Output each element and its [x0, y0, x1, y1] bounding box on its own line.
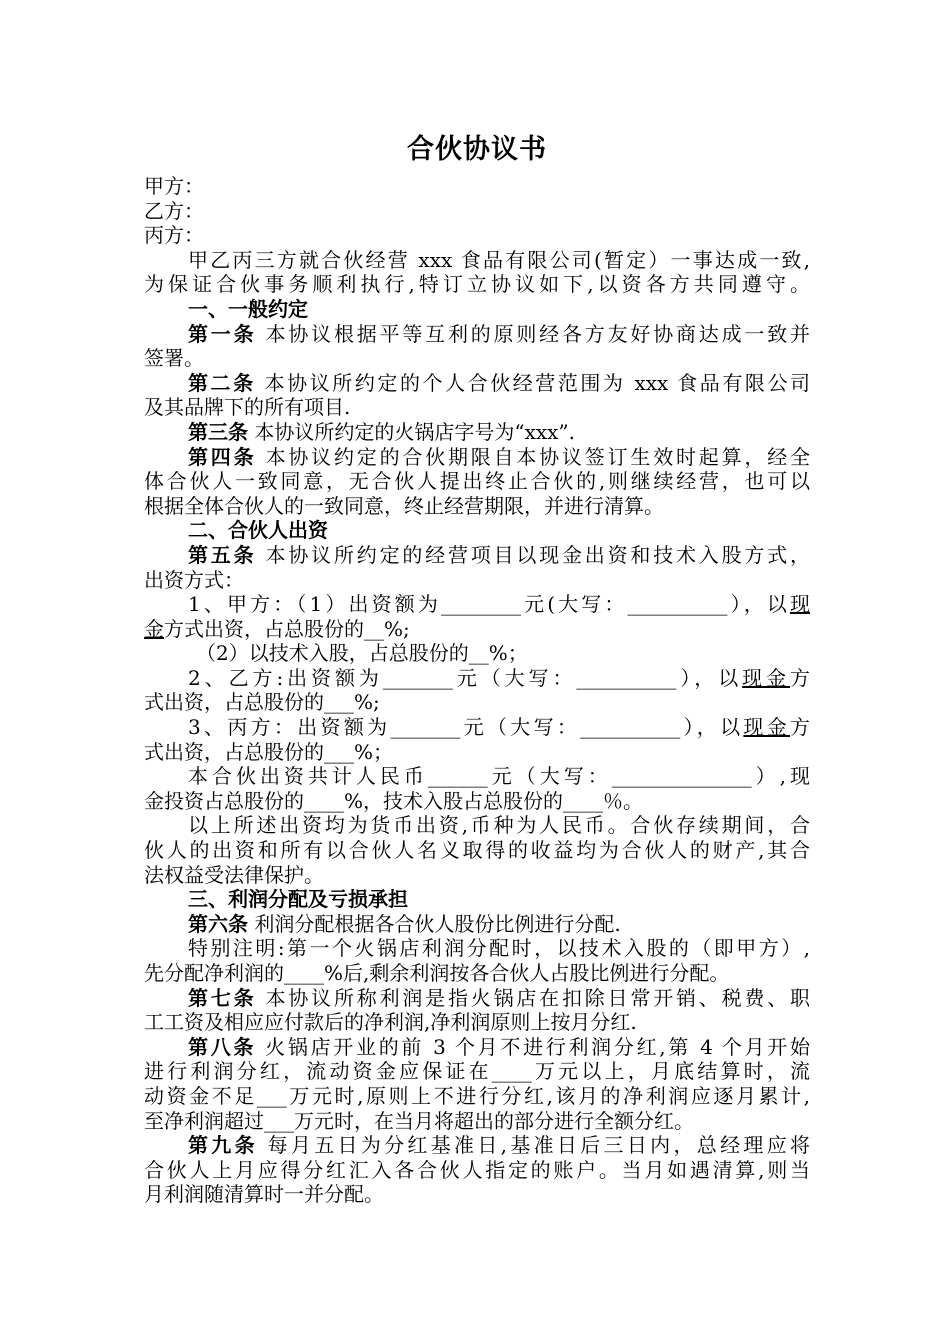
- article-text: 本协议所约定的火锅店字号为“xxx”.: [248, 419, 576, 444]
- special-note: 特别注明:第一个火锅店利润分配时，以技术入股的（即甲方）,: [188, 936, 810, 961]
- article-text: 火锅店开业的前 3 个月不进行利润分红,第 4 个月开始: [256, 1034, 810, 1059]
- contribution-text: 3、丙方：出资额为_______元（大写：__________），以: [188, 715, 744, 740]
- special-note-cont: 先分配净利润的____%后,剩余利润按各合伙人占股比例进行分配。: [144, 961, 730, 985]
- article-label: 第九条: [188, 1133, 258, 1158]
- article-2: [144, 371, 810, 396]
- article-text: 每月五日为分红基准日,基准日后三日内，总经理应将: [257, 1133, 810, 1158]
- article-4-cont: 根据全体合伙人的一致同意，终止经营期限，并进行清算。: [144, 493, 664, 518]
- document-title: 合伙协议书: [407, 134, 547, 165]
- article-5: [144, 543, 810, 568]
- article-label: 第三条: [188, 419, 248, 444]
- contribution-party-c: [144, 715, 810, 740]
- article-6: [144, 912, 810, 937]
- total-contribution: 本合伙出资共计人民币______元（大写：______________）,现: [188, 764, 810, 789]
- article-text: 本协议根据平等互利的原则经各方友好协商达成一致并: [256, 321, 810, 346]
- article-label: 第八条: [188, 1034, 257, 1059]
- article-1: [144, 322, 810, 347]
- article-3: [144, 420, 810, 445]
- article-text: 本协议约定的合伙期限自本协议签订生效时起算，经全: [256, 444, 810, 469]
- party-c-line: 丙方：: [144, 223, 204, 248]
- article-8-cont: 进行利润分红，流动资金应保证在____万元以上，月底结算时，流: [144, 1059, 810, 1084]
- underlined-text: 现金: [742, 665, 791, 690]
- document-body: [144, 174, 810, 1207]
- currency-clause: 以上所述出资均为货币出资,币种为人民币。合伙存续期间，合: [188, 813, 810, 838]
- contribution-text: 方: [790, 665, 810, 690]
- article-5-cont: 出资方式：: [144, 567, 244, 592]
- article-9-cont: 合伙人上月应得分红汇入各合伙人指定的账户。当月如遇清算,则当: [144, 1157, 810, 1182]
- contribution-party-a-tech: （2）以技术入股，占总股份的__%；: [196, 641, 528, 666]
- article-label: 第七条: [188, 985, 257, 1010]
- article-7: [144, 986, 810, 1011]
- article-9: [144, 1133, 810, 1158]
- article-4-cont: 体合伙人一致同意，无合伙人提出终止合伙的,则继续经营，也可以: [144, 469, 810, 494]
- article-label: 第六条: [188, 911, 248, 936]
- article-text: 本协议所约定的个人合伙经营范围为 xxx 食品有限公司: [255, 370, 810, 395]
- contribution-party-c-cont: 式出资，占总股份的___%；: [144, 739, 394, 764]
- article-text: 利润分配根据各合伙人股份比例进行分配.: [248, 911, 621, 936]
- contribution-text: 1、甲方：（1）出资额为________元(大写：__________），以: [188, 592, 790, 617]
- contribution-text: 2、乙方:出资额为_______元（大写：__________），以: [188, 665, 743, 690]
- article-label: 第二条: [188, 370, 256, 395]
- article-4: [144, 445, 810, 470]
- article-8-cont: 动资金不足___万元时,原则上不进行分红,该月的净利润应逐月累计,: [144, 1083, 810, 1108]
- article-7-cont: 工工资及相应应付款后的净利润,净利润原则上按月分红.: [144, 1010, 637, 1035]
- contribution-text: 方式出资，占总股份的__%;: [164, 616, 410, 641]
- article-2-cont: 及其品牌下的所有项目.: [144, 395, 351, 420]
- party-b-line: 乙方：: [144, 198, 204, 223]
- article-text: 本协议所约定的经营项目以现金出资和技术入股方式，: [256, 542, 810, 567]
- article-label: 第四条: [188, 444, 257, 469]
- document-page: [144, 128, 810, 1207]
- section-heading-profit: 三、利润分配及亏损承担: [188, 887, 408, 912]
- contribution-party-b: [144, 666, 810, 691]
- total-contribution-cont: 金投资占总股份的____%，技术入股占总股份的____％。: [144, 788, 644, 813]
- section-heading-capital: 二、合伙人出资: [188, 518, 328, 543]
- article-text: 本协议所称利润是指火锅店在扣除日常开销、税费、职: [256, 985, 810, 1010]
- underlined-text: 现金: [743, 715, 791, 740]
- contribution-text: 方: [790, 715, 810, 740]
- contribution-party-b-cont: 式出资，占总股份的___%;: [144, 690, 380, 715]
- contribution-party-a: [144, 592, 810, 617]
- currency-clause-cont: 法权益受法律保护。: [144, 862, 324, 887]
- article-label: 第一条: [188, 321, 257, 346]
- article-8: [144, 1035, 810, 1060]
- article-8-cont: 至净利润超过___万元时，在当月将超出的部分进行全额分红。: [144, 1108, 694, 1133]
- section-heading-general: 一、一般约定: [188, 296, 308, 321]
- contribution-party-a-cont: [144, 617, 810, 642]
- article-label: 第五条: [188, 542, 257, 567]
- article-1-cont: 签署。: [144, 346, 204, 371]
- underlined-text: 现: [790, 592, 810, 617]
- underlined-text: 金: [144, 616, 164, 641]
- currency-clause-cont: 伙人的出资和所有以合伙人名义取得的收益均为合伙人的财产,其合: [144, 838, 810, 863]
- intro-line: 为保证合伙事务顺利执行,特订立协议如下,以资各方共同遵守。: [144, 272, 810, 297]
- party-a-line: 甲方：: [144, 174, 204, 198]
- intro-line: 甲乙丙三方就合伙经营 xxx 食品有限公司(暂定）一事达成一致,: [188, 247, 810, 272]
- article-9-cont: 月利润随清算时一并分配。: [144, 1182, 384, 1207]
